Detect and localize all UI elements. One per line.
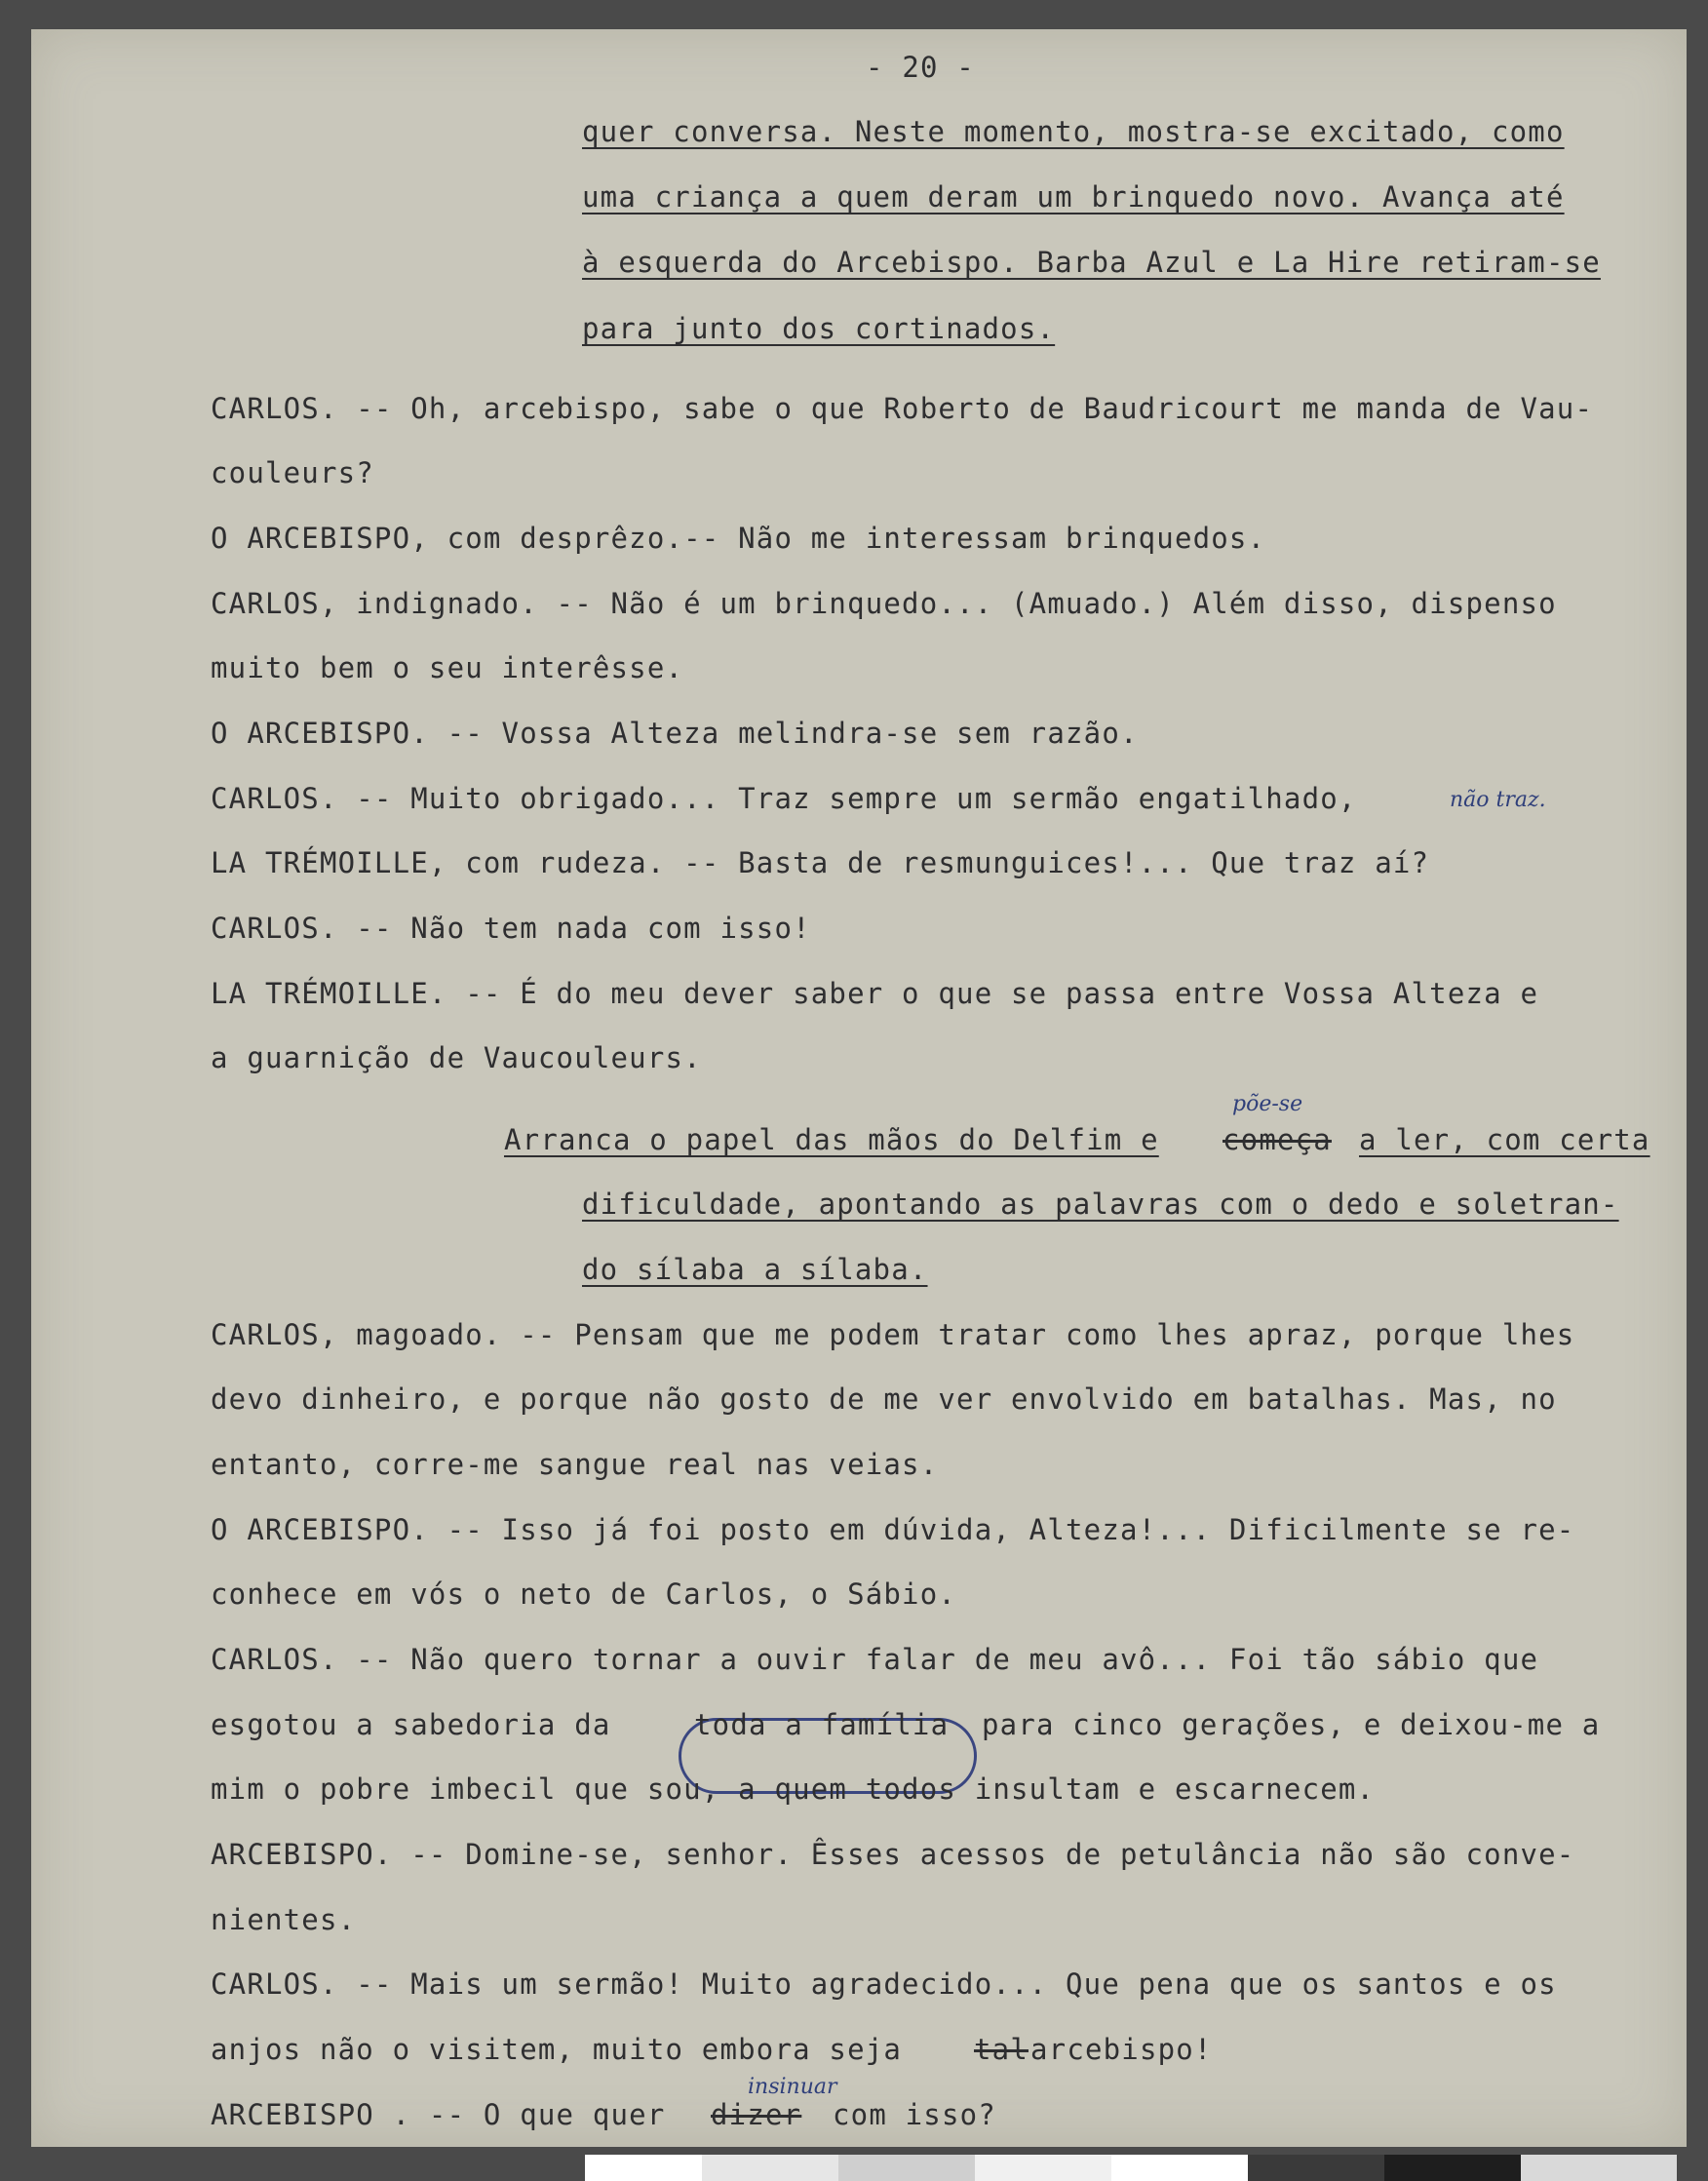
struck-word: tal: [974, 2033, 1029, 2066]
dialogue-line: CARLOS, magoado. -- Pensam que me podem tratar como lhes apraz, porque lhes: [211, 1318, 1575, 1351]
color-scale-bar: [585, 2155, 1677, 2181]
dialogue-line: para cinco gerações, e deixou-me a: [982, 1708, 1601, 1741]
circled-words: toda a família: [694, 1708, 950, 1741]
stage-direction-line: Arranca o papel das mãos do Delfim e: [504, 1123, 1159, 1156]
handwritten-insertion: põe-se: [1232, 1092, 1303, 1116]
stage-direction-line: dificuldade, apontando as palavras com o dedo e soletran-: [582, 1188, 1619, 1221]
page-number: - 20 -: [866, 51, 975, 84]
dialogue-line: mim o pobre imbecil que sou, a quem todos insultam e escarnecem.: [211, 1772, 1376, 1806]
dialogue-line: devo dinheiro, e porque não gosto de me ver envolvido em batalhas. Mas, no: [211, 1383, 1557, 1416]
dialogue-line: arcebispo!: [1030, 2033, 1213, 2066]
dialogue-line: CARLOS. -- Não tem nada com isso!: [211, 912, 811, 945]
dialogue-line: anjos não o visitem, muito embora seja: [211, 2033, 903, 2066]
dialogue-line: com isso?: [833, 2098, 996, 2131]
dialogue-line: CARLOS, indignado. -- Não é um brinquedo... (Amuado.) Além disso, dispenso: [211, 587, 1557, 620]
handwritten-annotation: não traz.: [1450, 788, 1546, 812]
stage-direction-line: uma criança a quem deram um brinquedo novo. Avança até: [582, 180, 1565, 214]
dialogue-line: O ARCEBISPO. -- Vossa Alteza melindra-se sem razão.: [211, 717, 1139, 750]
dialogue-line: conhece em vós o neto de Carlos, o Sábio.: [211, 1577, 957, 1611]
stage-direction-line: a ler, com certa: [1359, 1123, 1650, 1156]
dialogue-line: CARLOS. -- Muito obrigado... Traz sempre um sermão engatilhado,: [211, 782, 1357, 815]
stage-direction-line: para junto dos cortinados.: [582, 312, 1056, 345]
struck-word: começa: [1223, 1123, 1332, 1156]
handwritten-insertion: insinuar: [748, 2075, 837, 2099]
dialogue-line: muito bem o seu interêsse.: [211, 651, 684, 684]
dialogue-line: CARLOS. -- Mais um sermão! Muito agradecido... Que pena que os santos e os: [211, 1967, 1557, 2001]
dialogue-line: nientes.: [211, 1903, 357, 1936]
stage-direction-line: quer conversa. Neste momento, mostra-se excitado, como: [582, 115, 1565, 148]
dialogue-line: O ARCEBISPO, com desprêzo.-- Não me interessam brinquedos.: [211, 522, 1266, 555]
dialogue-line: CARLOS. -- Não quero tornar a ouvir falar de meu avô... Foi tão sábio que: [211, 1643, 1539, 1676]
dialogue-line: entanto, corre-me sangue real nas veias.: [211, 1448, 939, 1481]
typewritten-page: [31, 29, 1687, 2147]
stage-direction-line: à esquerda do Arcebispo. Barba Azul e La Hire retiram-se: [582, 246, 1601, 279]
dialogue-line: esgotou a sabedoria da: [211, 1708, 611, 1741]
stage-direction-line: do sílaba a sílaba.: [582, 1253, 928, 1286]
dialogue-line: ARCEBISPO. -- Domine-se, senhor. Êsses acessos de petulância não são conve-: [211, 1838, 1575, 1871]
dialogue-line: a guarnição de Vaucouleurs.: [211, 1041, 702, 1074]
dialogue-line: ARCEBISPO . -- O que quer: [211, 2098, 666, 2131]
dialogue-line: O ARCEBISPO. -- Isso já foi posto em dúvida, Alteza!... Dificilmente se re-: [211, 1513, 1575, 1546]
dialogue-line: LA TRÉMOILLE. -- É do meu dever saber o que se passa entre Vossa Alteza e: [211, 977, 1539, 1010]
struck-word: dizer: [711, 2098, 802, 2131]
dialogue-line: CARLOS. -- Oh, arcebispo, sabe o que Roberto de Baudricourt me manda de Vau-: [211, 392, 1594, 425]
dialogue-line: LA TRÉMOILLE, com rudeza. -- Basta de resmunguices!... Que traz aí?: [211, 846, 1430, 879]
dialogue-line: couleurs?: [211, 456, 374, 489]
